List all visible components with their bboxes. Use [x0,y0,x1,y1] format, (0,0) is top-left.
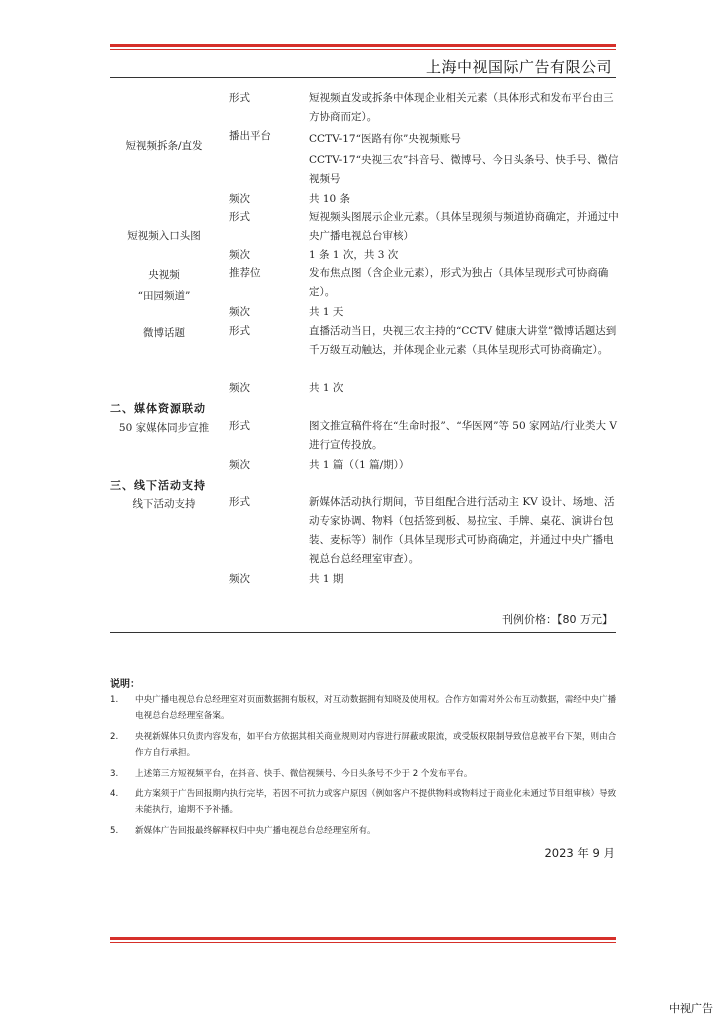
item-label: 央视频 [148,269,180,281]
row-content: 共 1 天 [309,306,344,318]
item-label: 短视频拆条/直发 [125,140,203,152]
row-content: 1 条 1 次，共 3 次 [309,249,399,261]
footer-rule-thick [110,937,616,940]
row-label-frequency: 频次 [229,306,250,318]
header-divider [110,77,616,78]
note-item [110,766,622,782]
company-name: 上海中视国际广告有限公司 [425,58,612,76]
item-label: 线下活动支持 [132,498,196,510]
row-label-frequency: 频次 [229,249,250,261]
note-text: 央视新媒体只负责内容发布，如平台方依据其相关商业规则对内容进行屏蔽或限流，或受版权限制导致信息被平台下架，则由合作方自行承担。 [135,732,617,758]
price-label: 刊例价格：【80 万元】 [502,613,613,626]
row-content: 短视频头图展示企业元素。（具体呈现须与频道协商确定，并通过中央广播电视总台审核） [309,211,619,242]
row-label-platform: 播出平台 [229,130,271,142]
row-content: 共 1 次 [309,382,344,394]
row-content: 新媒体活动执行期间，节目组配合进行活动主 KV 设计、场地、活动专家协调、物料（包括签到板、易拉宝、手牌、桌花、演讲台包装、麦标等）制作（具体呈现形式可协商确定，并通过中央广播电视总台总经理室审查）。 [309,496,615,565]
item-label: 短视频入口头图 [127,230,201,242]
price-divider [110,632,616,633]
notes-title: 说明： [110,679,140,690]
note-text: 新媒体广告回报最终解释权归中央广播电视总台总经理室所有。 [135,826,376,836]
row-content: 共 1 篇（（1 篇/期）） [309,459,410,471]
row-content: 共 10 条 [309,193,351,205]
row-label-form: 形式 [229,325,250,337]
note-text: 此方案须于广告回报期内执行完毕，若因不可抗力或客户原因（例如客户不提供物料或物料过于商业化未通过节目组审核）导致未能执行，逾期不予补播。 [135,789,617,815]
item-label: 50 家媒体同步宣推 [118,422,210,434]
note-text: 中央广播电视总台总经理室对页面数据拥有版权，对互动数据拥有知晓及使用权。合作方如需对外公布互动数据，需经中央广播电视总台总经理室备案。 [135,695,617,721]
note-item [110,823,622,839]
section-heading: 二、媒体资源联动 [110,402,206,415]
note-number: 5. [110,826,119,836]
item-label: 微博话题 [143,327,185,339]
row-label-frequency: 频次 [229,193,250,205]
header-rule-thick [110,44,616,47]
row-content: 发布焦点图（含企业元素），形式为独占（具体呈现形式可协商确定）。 [309,267,609,298]
row-content: 直播活动当日，央视三农主持的“CCTV 健康大讲堂”微博话题达到千万级互动触达，并体现企业元素（具体呈现形式可协商确定）。 [309,325,617,356]
row-content: 图文推宣稿件将在“生命时报”、“华医网”等 50 家网站/行业类大 V 进行宣传投放。 [309,420,617,451]
row-content: 共 1 期 [309,573,344,585]
item-label: “田园频道” [137,290,191,302]
row-label-frequency: 频次 [229,382,250,394]
header-rule-thin [110,49,616,50]
document-date: 2023 年 9 月 [544,846,615,860]
note-item [110,692,622,724]
section-heading: 三、线下活动支持 [110,479,206,492]
note-number: 4. [110,789,119,799]
row-label-form: 形式 [229,420,250,432]
row-label-frequency: 频次 [229,573,250,585]
note-item [110,786,622,818]
row-label-frequency: 频次 [229,459,250,471]
footer-rule-thin [110,942,616,943]
note-number: 2. [110,732,119,742]
row-content: CCTV-17“央视三农”抖音号、微博号、今日头条号、快手号、微信视频号 [309,154,619,185]
row-label-form: 形式 [229,496,250,508]
row-content: 短视频直发或拆条中体现企业相关元素（具体形式和发布平台由三方协商而定）。 [309,92,614,123]
note-number: 1. [110,695,119,705]
footer-brand: 中视广告 [669,1002,713,1015]
note-number: 3. [110,769,119,779]
row-content: CCTV-17“医路有你”央视频账号 [309,133,461,145]
row-label-form: 形式 [229,211,250,223]
note-text: 上述第三方短视频平台，在抖音、快手、微信视频号、今日头条号不少于 2 个发布平台。 [135,769,473,779]
row-label-form: 形式 [229,92,250,104]
row-label-recommend: 推荐位 [229,267,261,279]
note-item [110,729,622,761]
